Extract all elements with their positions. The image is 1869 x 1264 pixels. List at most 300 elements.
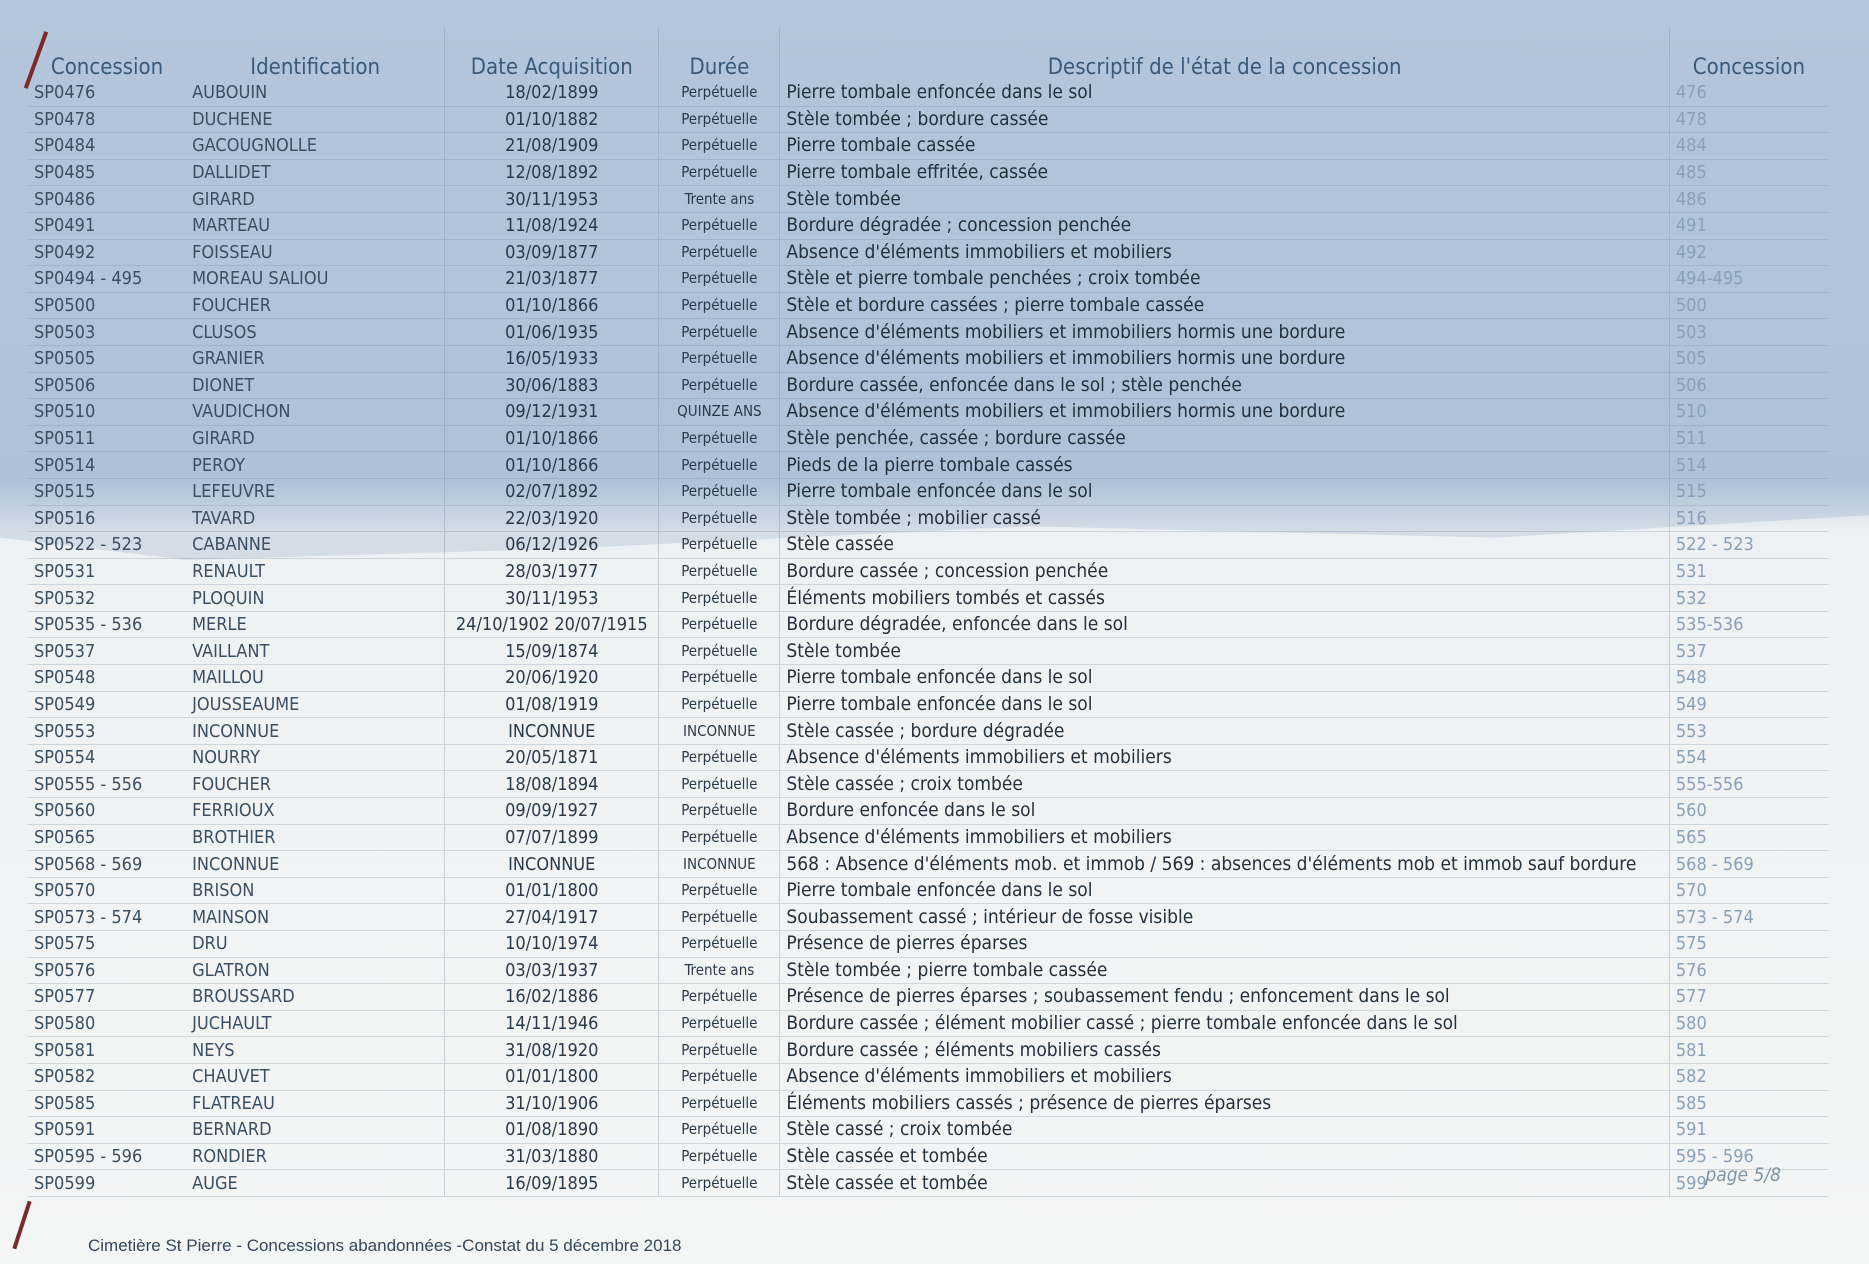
cell-concession-number: 516 (1669, 505, 1828, 532)
column-header-concession-number: Concession (1669, 28, 1828, 80)
cell-concession: SP0485 (28, 159, 186, 186)
cell-date: 02/07/1892 (445, 478, 659, 505)
table-row (28, 266, 1828, 293)
cell-descriptif: Bordure cassée ; élément mobilier cassé ; pierre tombale enfoncée dans le sol (780, 1010, 1669, 1037)
table-row (28, 771, 1828, 798)
cell-duree: QUINZE ANS (659, 399, 780, 426)
cell-concession: SP0548 (28, 665, 186, 692)
cell-identification: FLATREAU (186, 1090, 445, 1117)
table-row (28, 1063, 1828, 1090)
cell-date: 31/03/1880 (445, 1143, 659, 1170)
cell-date: 21/08/1909 (445, 133, 659, 160)
cell-concession-number: 491 (1669, 212, 1828, 239)
cell-duree: Perpétuelle (659, 638, 780, 665)
table-row (28, 611, 1828, 638)
cell-concession-number: 576 (1669, 957, 1828, 984)
cell-descriptif: Bordure cassée, enfoncée dans le sol ; stèle penchée (780, 372, 1669, 399)
cell-identification: GIRARD (186, 186, 445, 213)
cell-descriptif: Pierre tombale cassée (780, 133, 1669, 160)
cell-identification: DRU (186, 931, 445, 958)
cell-concession: SP0575 (28, 931, 186, 958)
cell-concession: SP0560 (28, 798, 186, 825)
cell-concession: SP0506 (28, 372, 186, 399)
cell-date: 01/01/1800 (445, 877, 659, 904)
cell-identification: BERNARD (186, 1117, 445, 1144)
cell-duree: Perpétuelle (659, 159, 780, 186)
cell-date: 27/04/1917 (445, 904, 659, 931)
cell-date: 06/12/1926 (445, 532, 659, 559)
cell-descriptif: Pierre tombale enfoncée dans le sol (780, 691, 1669, 718)
cell-concession: SP0553 (28, 718, 186, 745)
cell-date: 22/03/1920 (445, 505, 659, 532)
table-row (28, 505, 1828, 532)
cell-date: 21/03/1877 (445, 266, 659, 293)
cell-duree: Perpétuelle (659, 133, 780, 160)
cell-descriptif: Stèle cassée ; croix tombée (780, 771, 1669, 798)
cell-date: INCONNUE (445, 718, 659, 745)
cell-duree: Perpétuelle (659, 478, 780, 505)
cell-identification: BROUSSARD (186, 984, 445, 1011)
cell-concession-number: 510 (1669, 399, 1828, 426)
table-row (28, 984, 1828, 1011)
cell-concession-number: 591 (1669, 1117, 1828, 1144)
table-row (28, 319, 1828, 346)
cell-date: 31/10/1906 (445, 1090, 659, 1117)
cell-concession: SP0532 (28, 585, 186, 612)
cell-concession-number: 599 (1669, 1170, 1828, 1197)
table-row (28, 1090, 1828, 1117)
cell-concession: SP0580 (28, 1010, 186, 1037)
cell-identification: FOUCHER (186, 771, 445, 798)
cell-descriptif: Stèle cassée ; bordure dégradée (780, 718, 1669, 745)
cell-date: 09/09/1927 (445, 798, 659, 825)
cell-date: 30/06/1883 (445, 372, 659, 399)
cell-duree: Perpétuelle (659, 611, 780, 638)
cell-date: 01/06/1935 (445, 319, 659, 346)
cell-identification: FOUCHER (186, 292, 445, 319)
table-row (28, 425, 1828, 452)
table-row (28, 744, 1828, 771)
cell-concession-number: 549 (1669, 691, 1828, 718)
cell-concession: SP0595 - 596 (28, 1143, 186, 1170)
cell-descriptif: Bordure dégradée, enfoncée dans le sol (780, 611, 1669, 638)
table-row (28, 851, 1828, 878)
cell-duree: Perpétuelle (659, 585, 780, 612)
cell-concession-number: 553 (1669, 718, 1828, 745)
cell-duree: Perpétuelle (659, 372, 780, 399)
cell-concession: SP0484 (28, 133, 186, 160)
cell-concession: SP0549 (28, 691, 186, 718)
cell-descriptif: Éléments mobiliers tombés et cassés (780, 585, 1669, 612)
cell-concession-number: 486 (1669, 186, 1828, 213)
cell-duree: Perpétuelle (659, 877, 780, 904)
cell-concession: SP0568 - 569 (28, 851, 186, 878)
footer-caption: Cimetière St Pierre - Concessions abandonnées -Constat du 5 décembre 2018 (88, 1236, 682, 1255)
cell-descriptif: Présence de pierres éparses ; soubassement fendu ; enfoncement dans le sol (780, 984, 1669, 1011)
cell-concession: SP0537 (28, 638, 186, 665)
cell-descriptif: Pierre tombale enfoncée dans le sol (780, 665, 1669, 692)
table-row (28, 931, 1828, 958)
table-row (28, 877, 1828, 904)
cell-concession-number: 522 - 523 (1669, 532, 1828, 559)
cell-descriptif: Stèle cassée et tombée (780, 1143, 1669, 1170)
cell-descriptif: Stèle tombée ; mobilier cassé (780, 505, 1669, 532)
cell-duree: Perpétuelle (659, 1090, 780, 1117)
cell-date: 09/12/1931 (445, 399, 659, 426)
table-row (28, 585, 1828, 612)
cell-duree: Perpétuelle (659, 292, 780, 319)
table-row (28, 718, 1828, 745)
cell-concession-number: 580 (1669, 1010, 1828, 1037)
cell-identification: MAINSON (186, 904, 445, 931)
cell-identification: JUCHAULT (186, 1010, 445, 1037)
table-row (28, 638, 1828, 665)
cell-duree: Perpétuelle (659, 505, 780, 532)
cell-identification: INCONNUE (186, 851, 445, 878)
cell-concession: SP0599 (28, 1170, 186, 1197)
cell-identification: GIRARD (186, 425, 445, 452)
cell-descriptif: Stèle tombée ; bordure cassée (780, 106, 1669, 133)
cell-identification: TAVARD (186, 505, 445, 532)
cell-concession: SP0555 - 556 (28, 771, 186, 798)
cell-duree: Perpétuelle (659, 558, 780, 585)
cell-date: 01/10/1866 (445, 425, 659, 452)
cell-identification: FOISSEAU (186, 239, 445, 266)
cell-identification: CABANNE (186, 532, 445, 559)
cell-date: 01/08/1890 (445, 1117, 659, 1144)
cell-descriptif: Pierre tombale effritée, cassée (780, 159, 1669, 186)
cell-identification: NOURRY (186, 744, 445, 771)
cell-identification: BRISON (186, 877, 445, 904)
column-header-identification: Identification (250, 55, 381, 80)
cell-duree: Perpétuelle (659, 452, 780, 479)
column-header-concession: Concession (50, 55, 164, 80)
cell-duree: Perpétuelle (659, 532, 780, 559)
cell-duree: Perpétuelle (659, 80, 780, 106)
cell-descriptif: Absence d'éléments mobiliers et immobiliers hormis une bordure (780, 345, 1669, 372)
cell-descriptif: Stèle cassée et tombée (780, 1170, 1669, 1197)
table-row (28, 292, 1828, 319)
cell-duree: Perpétuelle (659, 824, 780, 851)
cell-date: 31/08/1920 (445, 1037, 659, 1064)
cell-date: 01/10/1882 (445, 106, 659, 133)
cell-descriptif: Stèle penchée, cassée ; bordure cassée (780, 425, 1669, 452)
cell-date: 01/10/1866 (445, 292, 659, 319)
cell-concession: SP0491 (28, 212, 186, 239)
cell-date: 20/06/1920 (445, 665, 659, 692)
cell-concession: SP0585 (28, 1090, 186, 1117)
cell-duree: Perpétuelle (659, 771, 780, 798)
cell-descriptif: Absence d'éléments mobiliers et immobiliers hormis une bordure (780, 319, 1669, 346)
cell-concession-number: 506 (1669, 372, 1828, 399)
cell-concession-number: 476 (1669, 80, 1828, 106)
cell-concession-number: 494-495 (1669, 266, 1828, 293)
cell-date: 20/05/1871 (445, 744, 659, 771)
cell-concession: SP0478 (28, 106, 186, 133)
cell-concession: SP0591 (28, 1117, 186, 1144)
cell-identification: NEYS (186, 1037, 445, 1064)
table-row (28, 1037, 1828, 1064)
cell-concession: SP0510 (28, 399, 186, 426)
cell-concession: SP0554 (28, 744, 186, 771)
cell-concession: SP0514 (28, 452, 186, 479)
cell-date: 03/03/1937 (445, 957, 659, 984)
cell-concession-number: 511 (1669, 425, 1828, 452)
cell-concession-number: 503 (1669, 319, 1828, 346)
cell-duree: Perpétuelle (659, 212, 780, 239)
page-number: page 5/8 (1705, 1164, 1781, 1186)
cell-concession: SP0522 - 523 (28, 532, 186, 559)
cell-date: 12/08/1892 (445, 159, 659, 186)
cell-identification: DIONET (186, 372, 445, 399)
cell-descriptif: Absence d'éléments mobiliers et immobiliers hormis une bordure (780, 399, 1669, 426)
cell-concession-number: 514 (1669, 452, 1828, 479)
table-row (28, 1170, 1828, 1197)
cell-concession-number: 478 (1669, 106, 1828, 133)
concessions-table (28, 28, 1828, 1197)
cell-date: 01/08/1919 (445, 691, 659, 718)
cell-concession-number: 500 (1669, 292, 1828, 319)
column-header-descriptif: Descriptif de l'état de la concession (780, 28, 1669, 80)
cell-concession: SP0573 - 574 (28, 904, 186, 931)
table-row (28, 904, 1828, 931)
cell-concession-number: 535-536 (1669, 611, 1828, 638)
cell-date: 01/10/1866 (445, 452, 659, 479)
table-row (28, 452, 1828, 479)
cell-concession-number: 585 (1669, 1090, 1828, 1117)
cell-concession: SP0503 (28, 319, 186, 346)
table-row (28, 1010, 1828, 1037)
cell-date: 18/02/1899 (445, 80, 659, 106)
cell-duree: Perpétuelle (659, 1037, 780, 1064)
table-row (28, 1117, 1828, 1144)
table-row (28, 80, 1828, 106)
cell-identification: PLOQUIN (186, 585, 445, 612)
cell-date: 14/11/1946 (445, 1010, 659, 1037)
cell-concession-number: 484 (1669, 133, 1828, 160)
cell-identification: JOUSSEAUME (186, 691, 445, 718)
cell-concession-number: 555-556 (1669, 771, 1828, 798)
table-row (28, 159, 1828, 186)
cell-duree: Perpétuelle (659, 1010, 780, 1037)
cell-date: 16/05/1933 (445, 345, 659, 372)
cell-descriptif: Stèle et pierre tombale penchées ; croix tombée (780, 266, 1669, 293)
table-row (28, 186, 1828, 213)
cell-duree: Trente ans (659, 186, 780, 213)
cell-identification: DALLIDET (186, 159, 445, 186)
cell-date: 10/10/1974 (445, 931, 659, 958)
cell-date: 15/09/1874 (445, 638, 659, 665)
cell-descriptif: Pierre tombale enfoncée dans le sol (780, 80, 1669, 106)
cell-duree: Perpétuelle (659, 239, 780, 266)
cell-duree: Perpétuelle (659, 345, 780, 372)
cell-concession-number: 565 (1669, 824, 1828, 851)
cell-identification: CHAUVET (186, 1063, 445, 1090)
cell-date: 24/10/1902 20/07/1915 (445, 611, 659, 638)
cell-duree: Perpétuelle (659, 931, 780, 958)
table-row (28, 691, 1828, 718)
table-row (28, 478, 1828, 505)
cell-concession-number: 554 (1669, 744, 1828, 771)
cell-date: 30/11/1953 (445, 585, 659, 612)
cell-concession-number: 515 (1669, 478, 1828, 505)
cell-duree: Perpétuelle (659, 1117, 780, 1144)
cell-duree: Trente ans (659, 957, 780, 984)
cell-identification: DUCHENE (186, 106, 445, 133)
cell-identification: GRANIER (186, 345, 445, 372)
cell-descriptif: Stèle cassé ; croix tombée (780, 1117, 1669, 1144)
table-row (28, 399, 1828, 426)
cell-descriptif: Bordure cassée ; concession penchée (780, 558, 1669, 585)
cell-identification: VAILLANT (186, 638, 445, 665)
cell-identification: CLUSOS (186, 319, 445, 346)
cell-identification: VAUDICHON (186, 399, 445, 426)
table-row (28, 957, 1828, 984)
cell-concession-number: 582 (1669, 1063, 1828, 1090)
column-header-date-acquisition: Date Acquisition (445, 28, 659, 80)
cell-date: 07/07/1899 (445, 824, 659, 851)
cell-concession: SP0565 (28, 824, 186, 851)
cell-duree: Perpétuelle (659, 1143, 780, 1170)
cell-duree: Perpétuelle (659, 744, 780, 771)
cell-duree: Perpétuelle (659, 1170, 780, 1197)
cell-concession-number: 560 (1669, 798, 1828, 825)
cell-duree: INCONNUE (659, 851, 780, 878)
cell-identification: LEFEUVRE (186, 478, 445, 505)
cell-descriptif: Pierre tombale enfoncée dans le sol (780, 877, 1669, 904)
cell-duree: Perpétuelle (659, 665, 780, 692)
cell-concession: SP0505 (28, 345, 186, 372)
cell-descriptif: Soubassement cassé ; intérieur de fosse visible (780, 904, 1669, 931)
cell-identification: INCONNUE (186, 718, 445, 745)
cell-concession: SP0570 (28, 877, 186, 904)
cell-duree: Perpétuelle (659, 106, 780, 133)
cell-duree: Perpétuelle (659, 691, 780, 718)
cell-duree: Perpétuelle (659, 904, 780, 931)
cell-identification: RENAULT (186, 558, 445, 585)
table-row (28, 106, 1828, 133)
cell-descriptif: Bordure enfoncée dans le sol (780, 798, 1669, 825)
cell-identification: PEROY (186, 452, 445, 479)
cell-concession: SP0576 (28, 957, 186, 984)
cell-identification: MERLE (186, 611, 445, 638)
cell-descriptif: Bordure cassée ; éléments mobiliers cassés (780, 1037, 1669, 1064)
cell-descriptif: Stèle tombée ; pierre tombale cassée (780, 957, 1669, 984)
cell-concession-number: 548 (1669, 665, 1828, 692)
cell-descriptif: Pierre tombale enfoncée dans le sol (780, 478, 1669, 505)
cell-descriptif: Présence de pierres éparses (780, 931, 1669, 958)
table-row (28, 1143, 1828, 1170)
cell-date: INCONNUE (445, 851, 659, 878)
cell-concession: SP0577 (28, 984, 186, 1011)
cell-identification: MOREAU SALIOU (186, 266, 445, 293)
cell-identification: FERRIOUX (186, 798, 445, 825)
table-row (28, 133, 1828, 160)
cell-concession: SP0486 (28, 186, 186, 213)
cell-concession-number: 492 (1669, 239, 1828, 266)
cell-descriptif: Stèle cassée (780, 532, 1669, 559)
cell-concession: SP0582 (28, 1063, 186, 1090)
cell-identification: AUBOUIN (186, 80, 445, 106)
cell-identification: MARTEAU (186, 212, 445, 239)
cell-concession-number: 573 - 574 (1669, 904, 1828, 931)
cell-concession-number: 485 (1669, 159, 1828, 186)
table-row (28, 239, 1828, 266)
cell-identification: AUGE (186, 1170, 445, 1197)
cell-date: 28/03/1977 (445, 558, 659, 585)
cell-descriptif: Bordure dégradée ; concession penchée (780, 212, 1669, 239)
cell-descriptif: Absence d'éléments immobiliers et mobiliers (780, 824, 1669, 851)
cell-concession-number: 532 (1669, 585, 1828, 612)
cell-concession: SP0515 (28, 478, 186, 505)
cell-concession-number: 575 (1669, 931, 1828, 958)
cell-concession-number: 581 (1669, 1037, 1828, 1064)
cell-concession-number: 537 (1669, 638, 1828, 665)
cell-date: 11/08/1924 (445, 212, 659, 239)
cell-concession: SP0581 (28, 1037, 186, 1064)
cell-concession: SP0476 (28, 80, 186, 106)
cell-descriptif: Absence d'éléments immobiliers et mobiliers (780, 239, 1669, 266)
cell-date: 18/08/1894 (445, 771, 659, 798)
cell-concession-number: 595 - 596 (1669, 1143, 1828, 1170)
cell-concession-number: 505 (1669, 345, 1828, 372)
table-row (28, 798, 1828, 825)
cell-identification: MAILLOU (186, 665, 445, 692)
column-header-duree: Durée (659, 28, 780, 80)
table-row (28, 532, 1828, 559)
table-row (28, 372, 1828, 399)
cell-duree: INCONNUE (659, 718, 780, 745)
table-row (28, 824, 1828, 851)
cell-date: 16/02/1886 (445, 984, 659, 1011)
pen-mark (12, 1201, 31, 1250)
cell-concession-number: 570 (1669, 877, 1828, 904)
cell-date: 16/09/1895 (445, 1170, 659, 1197)
cell-date: 30/11/1953 (445, 186, 659, 213)
table-row (28, 345, 1828, 372)
table-row (28, 665, 1828, 692)
cell-date: 03/09/1877 (445, 239, 659, 266)
cell-concession: SP0500 (28, 292, 186, 319)
cell-concession-number: 568 - 569 (1669, 851, 1828, 878)
cell-duree: Perpétuelle (659, 1063, 780, 1090)
cell-descriptif: Stèle et bordure cassées ; pierre tombale cassée (780, 292, 1669, 319)
cell-concession: SP0535 - 536 (28, 611, 186, 638)
table-header-row (28, 28, 1828, 80)
cell-date: 01/01/1800 (445, 1063, 659, 1090)
cell-descriptif: 568 : Absence d'éléments mob. et immob / 569 : absences d'éléments mob et immob sauf bordure (780, 851, 1669, 878)
cell-descriptif: Stèle tombée (780, 186, 1669, 213)
cell-identification: GLATRON (186, 957, 445, 984)
cell-descriptif: Absence d'éléments immobiliers et mobiliers (780, 1063, 1669, 1090)
cell-descriptif: Pieds de la pierre tombale cassés (780, 452, 1669, 479)
cell-identification: RONDIER (186, 1143, 445, 1170)
table-row (28, 212, 1828, 239)
cell-concession: SP0492 (28, 239, 186, 266)
cell-duree: Perpétuelle (659, 984, 780, 1011)
cell-descriptif: Stèle tombée (780, 638, 1669, 665)
cell-duree: Perpétuelle (659, 425, 780, 452)
cell-concession: SP0516 (28, 505, 186, 532)
cell-concession: SP0531 (28, 558, 186, 585)
cell-concession-number: 577 (1669, 984, 1828, 1011)
cell-duree: Perpétuelle (659, 319, 780, 346)
cell-duree: Perpétuelle (659, 266, 780, 293)
cell-descriptif: Éléments mobiliers cassés ; présence de pierres éparses (780, 1090, 1669, 1117)
cell-duree: Perpétuelle (659, 798, 780, 825)
cell-concession-number: 531 (1669, 558, 1828, 585)
table-row (28, 558, 1828, 585)
